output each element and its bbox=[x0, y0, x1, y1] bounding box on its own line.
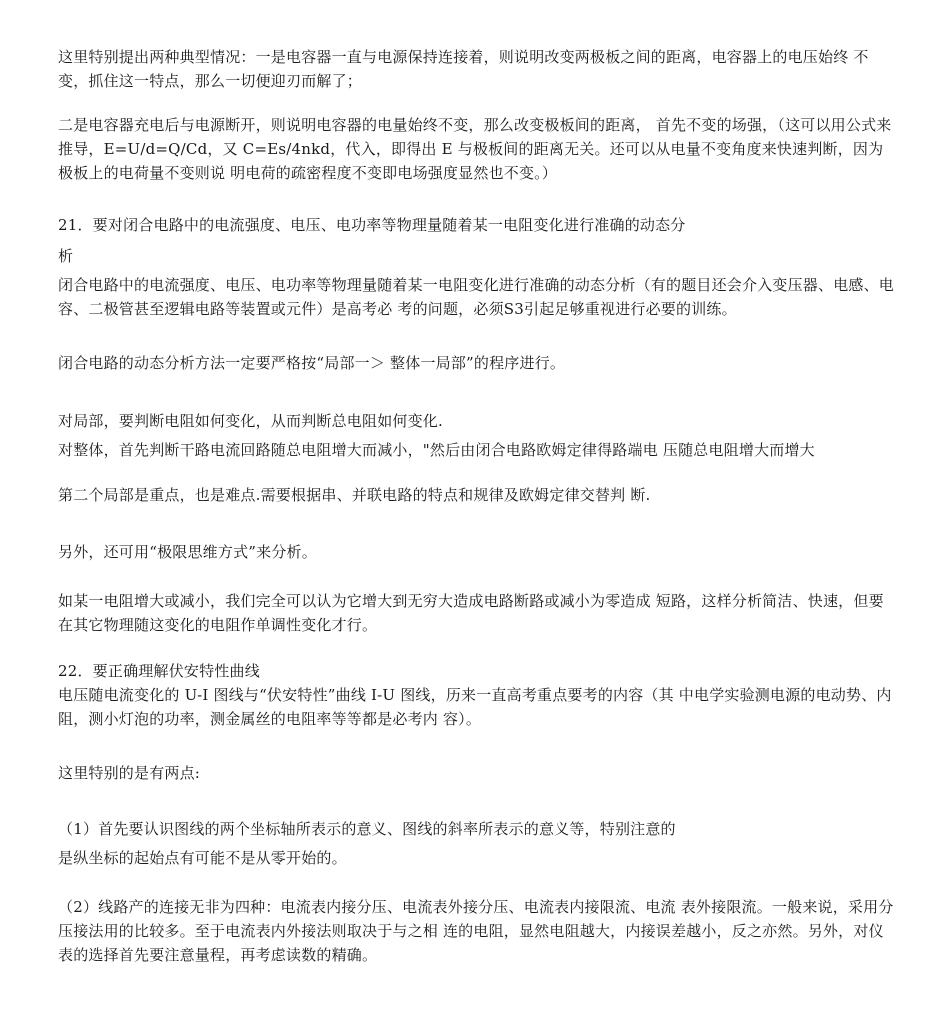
paragraph-second-local: 第二个局部是重点，也是难点.需要根据串、并联电路的特点和规律及欧姆定律交替判 断. bbox=[58, 486, 651, 504]
paragraph-point-1-line1: （1）首先要认识图线的两个坐标轴所表示的意义、图线的斜率所表示的意义等，特别注意的 bbox=[58, 820, 676, 838]
paragraph-capacitor-disconnected: 二是电容器充电后与电源断开，则说明电容器的电量始终不变，那么改变极板间的距离， 首先不变的场强，（这可以用公式来推导，E=U/d=Q/Cd，又 C=Es/4nkd，代入，即得出 E 与极板间的距离无关。还可以从电量不变角度来快速判断，因为极板上的电荷量不变则说 明电荷的疏密程度不变即电场强度显然也不变。） bbox=[58, 116, 892, 182]
heading-21-line1: 21．要对闭合电路中的电流强度、电压、电功率等物理量随着某一电阻变化进行准确的动态分 bbox=[58, 216, 686, 234]
paragraph-iv-curve: 电压随电流变化的 U-I 图线与“伏安特性”曲线 I-U 图线，历来一直高考重点要考的内容（其 中电学实验测电源的电动势、内阻，测小灯泡的功率，测金属丝的电阻率等等都是必考内 容）。 bbox=[58, 686, 892, 728]
paragraph-dynamic-analysis: 闭合电路中的电流强度、电压、电功率等物理量随着某一电阻变化进行准确的动态分析（有的题目还会介入变压器、电感、电容、二极管甚至逻辑电路等装置或元件）是高考必 考的问题，必须S3引起足够重视进行必要的训练。 bbox=[58, 276, 895, 318]
paragraph-point-1-line2: 是纵坐标的起始点有可能不是从零开始的。 bbox=[58, 849, 347, 867]
paragraph-two-points: 这里特别的是有两点: bbox=[58, 764, 201, 782]
paragraph-whole: 对整体，首先判断干路电流回路随总电阻增大而减小，"然后由闭合电路欧姆定律得路端电 压随总电阻增大而增大 bbox=[58, 441, 815, 459]
paragraph-extreme-example: 如某一电阻增大或减小，我们完全可以认为它增大到无穷大造成电路断路或减小为零造成 短路，这样分析简洁、快速，但要在其它物理随这变化的电阻作单调性变化才行。 bbox=[58, 592, 884, 634]
paragraph-local: 对局部，要判断电阻如何变化，从而判断总电阻如何变化. bbox=[58, 412, 443, 430]
paragraph-limit-thinking: 另外，还可用“极限思维方式”来分析。 bbox=[58, 543, 317, 561]
paragraph-capacitor-connected: 这里特别提出两种典型情况：一是电容器一直与电源保持连接着，则说明改变两极板之间的距离，电容器上的电压始终 不变，抓住这一特点，那么一切便迎刃而解了； bbox=[58, 48, 869, 90]
heading-22: 22．要正确理解伏安特性曲线 bbox=[58, 662, 260, 680]
paragraph-point-2: （2）线路产的连接无非为四种：电流表内接分压、电流表外接分压、电流表内接限流、电流 表外接限流。一般来说，采用分压接法用的比较多。至于电流表内外接法则取决于与之相 连的电阻，显然电阻越大，内接误差越小，反之亦然。另外，对仪表的选择首先要注意量程，再考虑读数的精确。 bbox=[58, 898, 894, 964]
paragraph-analysis-method: 闭合电路的动态分析方法一定要严格按“局部一＞ 整体一局部”的程序进行。 bbox=[58, 354, 566, 372]
heading-21-line2: 析 bbox=[58, 247, 74, 265]
